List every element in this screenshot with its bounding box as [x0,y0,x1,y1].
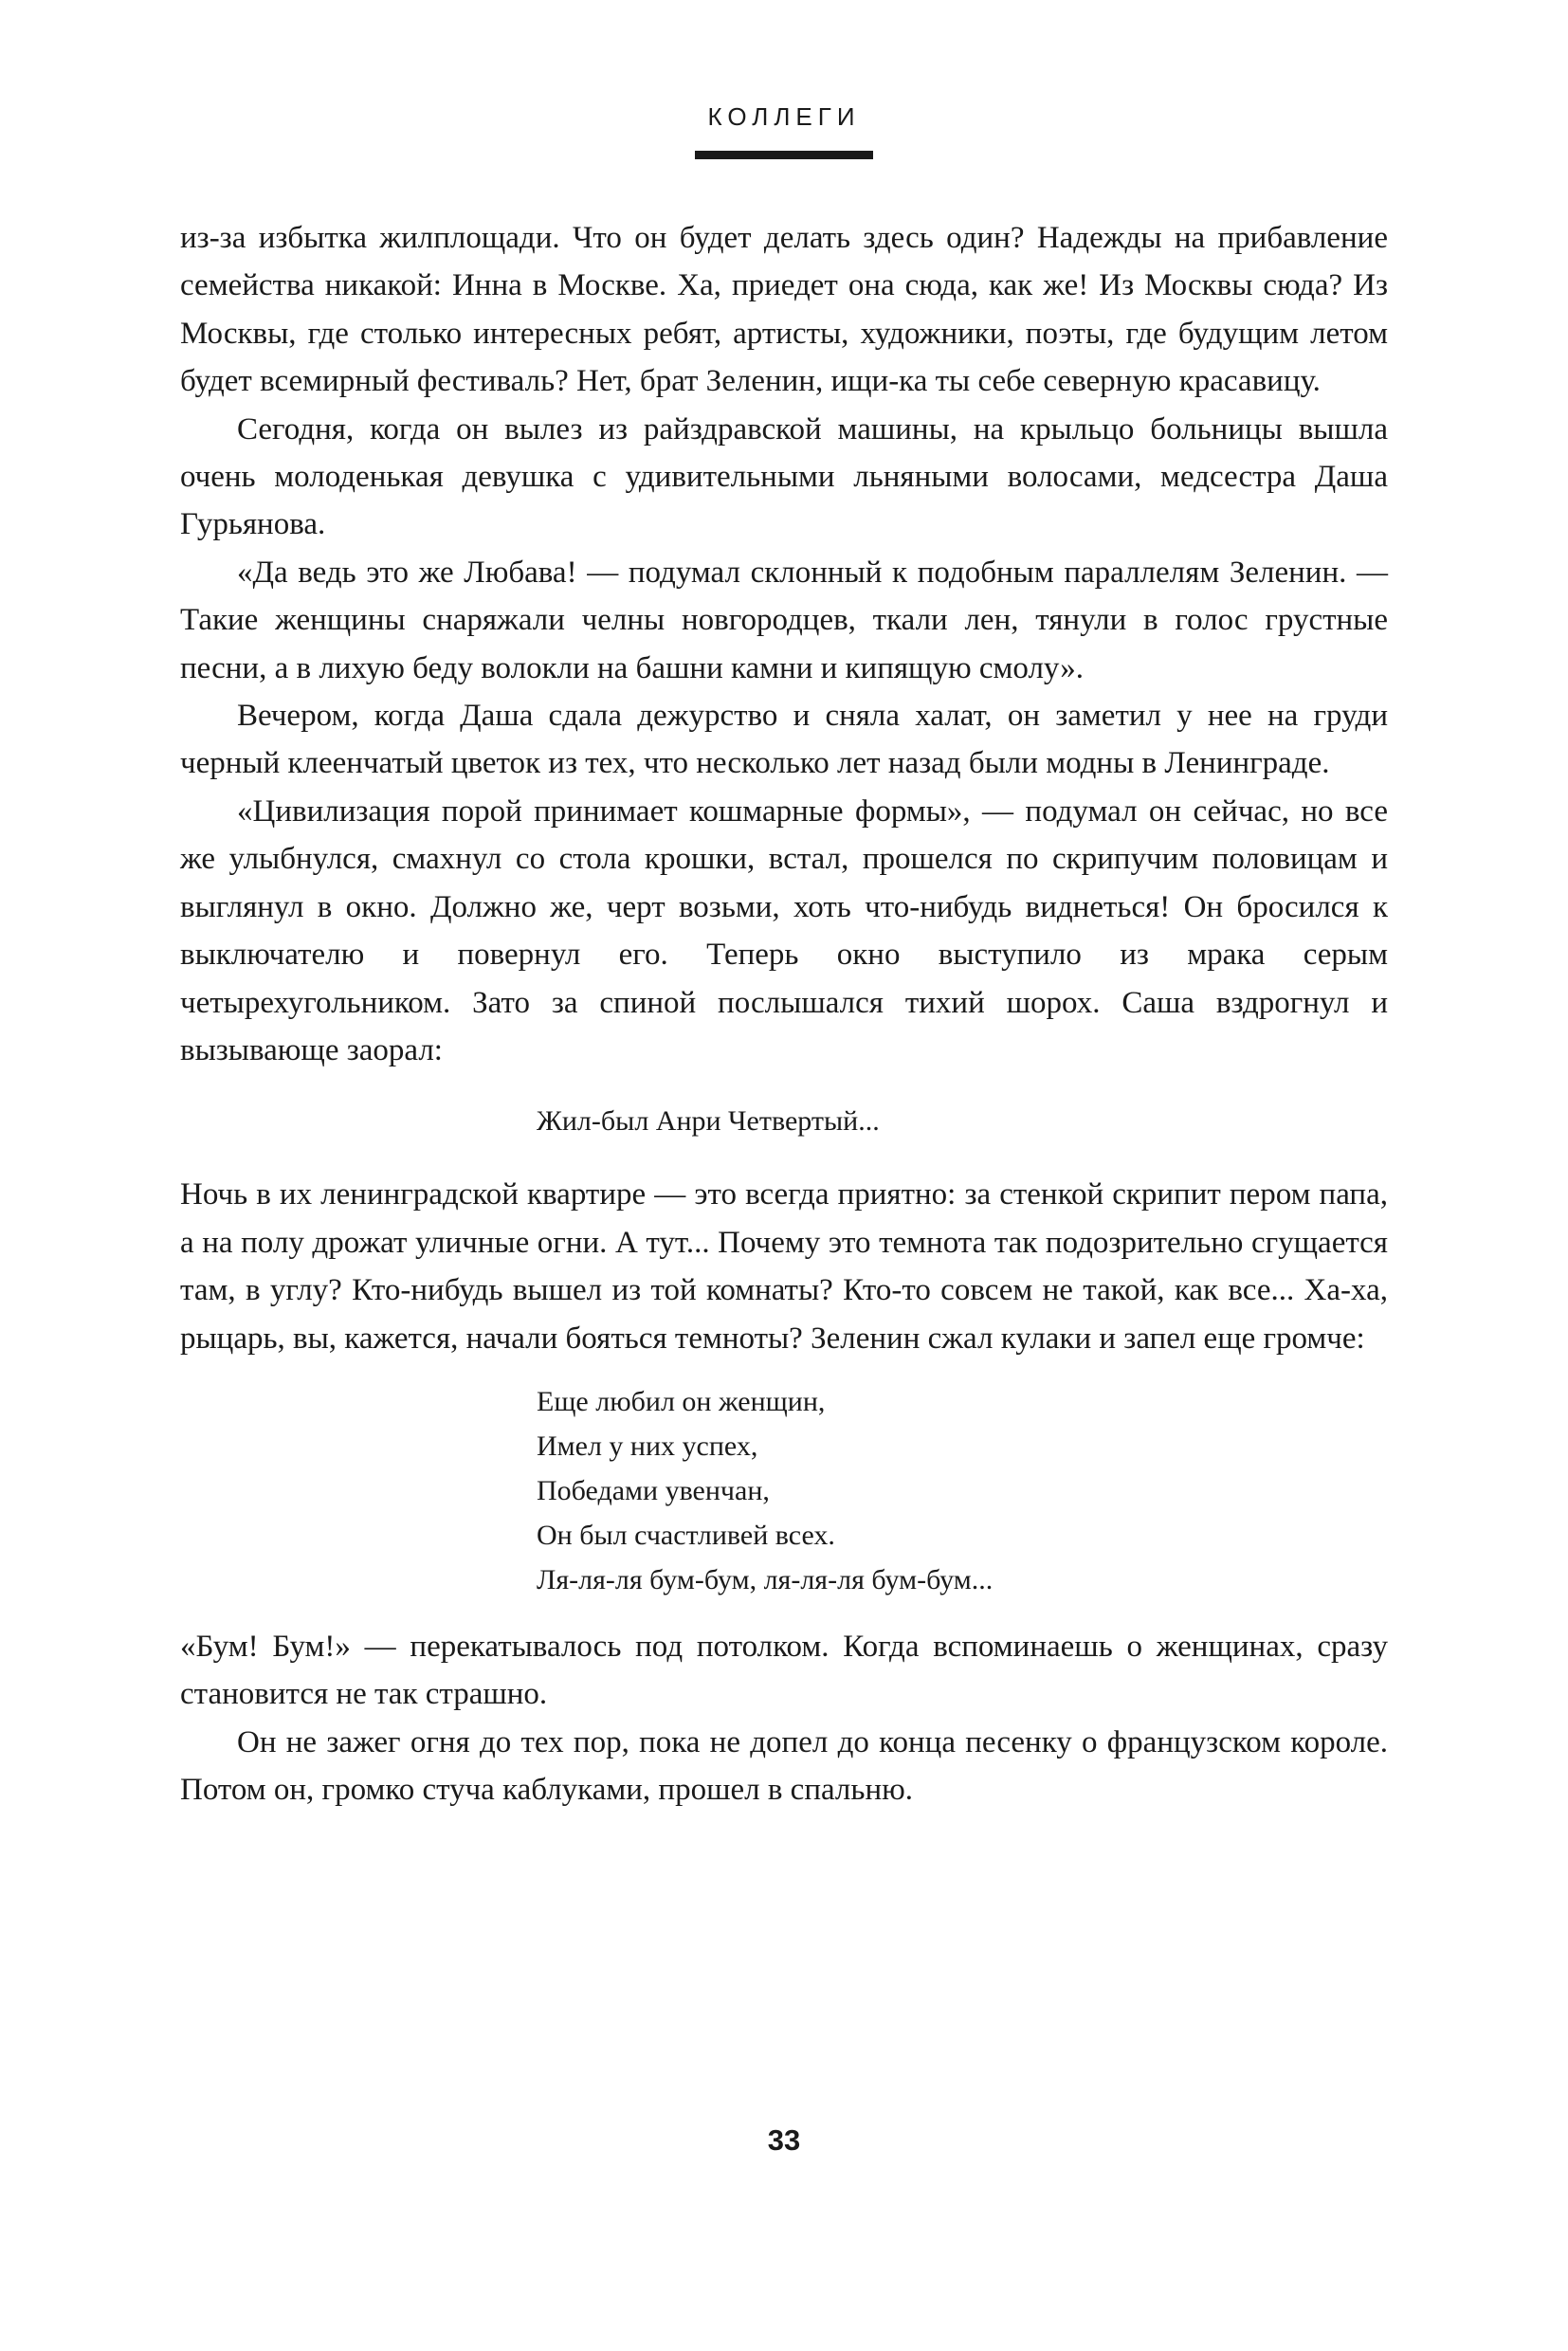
paragraph: Вечером, когда Даша сдала дежурство и сняла халат, он заметил у нее на груди черный клеенчатый цветок из тех, что несколько лет назад были модны в Ленинграде. [180,699,1388,781]
paragraph: Сегодня, когда он вылез из райздравской машины, на крыльцо больницы вышла очень молоденькая девушка с удивительными льняными волосами, медсестра Даша Гурьянова. [180,411,1388,542]
running-head: КОЛЛЕГИ [707,102,861,131]
verse-block [180,1379,1388,1602]
body-text [180,214,1388,1814]
page-number: 33 [767,2123,801,2157]
verse-line: Ля-ля-ля бум-бум, ля-ля-ля бум-бум... [537,1563,994,1595]
header-rule [695,151,873,159]
verse-line: Он был счастливей всех. [537,1519,835,1551]
paragraph: «Бум! Бум!» — перекатывалось под потолком. Когда вспоминаешь о женщинах, сразу становится не так страшно. [180,1629,1388,1712]
verse-line: Имел у них успех, [537,1430,758,1462]
paragraph: Он не зажег огня до тех пор, пока не допел до конца песенку о французском короле. Потом он, громко стуча каблуками, прошел в спальню. [180,1724,1388,1808]
song-line: Жил-был Анри Четвертый... [537,1105,880,1138]
paragraph: Ночь в их ленинградской квартире — это всегда приятно: за стенкой скрипит пером папа, а на полу дрожат уличные огни. А тут... Почему это темнота так подозрительно сгущается там, в углу? Кто-нибудь вышел из той комнаты? Кто-то совсем не такой, как все... Ха-ха, рыцарь, вы, кажется, начали бояться темноты? Зеленин сжал кулаки и запел еще громче: [180,1177,1388,1356]
verse-line: Победами увенчан, [537,1474,770,1506]
paragraph: «Да ведь это же Любава! — подумал склонный к подобным параллелям Зеленин. — Такие женщины снаряжали челны новгородцев, ткали лен, тянули в голос грустные песни, а в лихую беду волокли на башни камни и кипящую смолу». [180,555,1388,685]
page-header [0,102,1568,159]
verse-line: Еще любил он женщин, [537,1385,826,1417]
paragraph: «Цивилизация порой принимает кошмарные формы», — подумал он сейчас, но все же улыбнулся, смахнул со стола крошки, встал, прошелся по скрипучим половицам и выглянул в окно. Должно же, черт возьми, хоть что-нибудь виднеться! Он бросился к выключателю и повернул его. Теперь окно выступило из мрака серым четырехугольником. Зато за спиной послышался тихий шорох. Саша вздрогнул и вызывающе заорал: [180,793,1388,1067]
paragraph: из-за избытка жилплощади. Что он будет делать здесь один? Надежды на прибавление семейства никакой: Инна в Москве. Ха, приедет она сюда, как же! Из Москвы сюда? Из Москвы, где столько интересных ребят, артисты, художники, поэты, где будущим летом будет всемирный фестиваль? Нет, брат Зеленин, ищи-ка ты себе северную красавицу. [180,221,1388,399]
